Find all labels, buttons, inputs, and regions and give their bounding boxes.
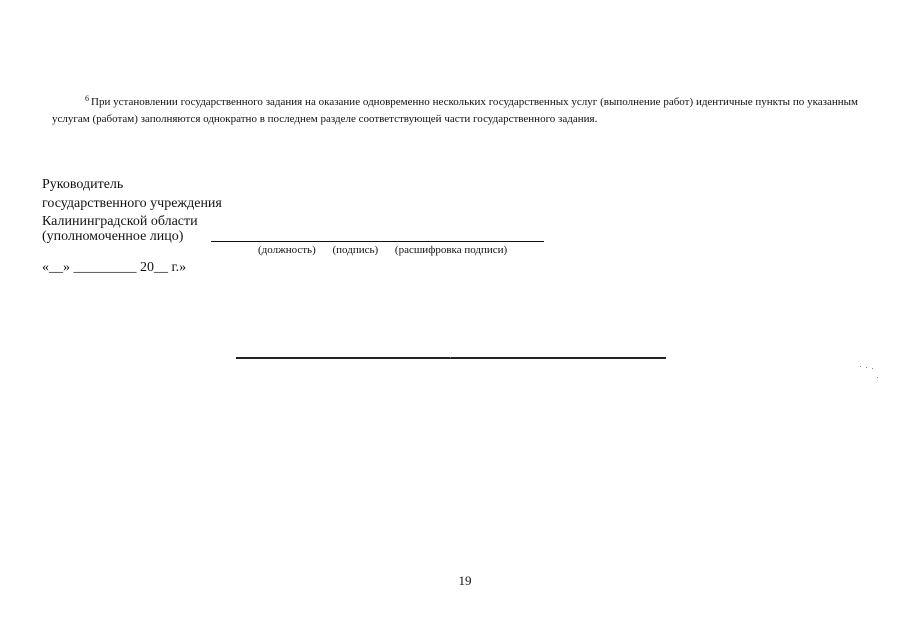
footnote-text: При установлении государственного задания на оказание одновременно нескольких государственных услуг (выполнение работ) идентичные пункты по указанным услугам (работам) заполняются однократно в последнем разделе соответствующей части государственного задания. (52, 96, 858, 125)
end-separator-line (236, 357, 666, 359)
signature-captions (258, 243, 507, 257)
signer-title-line-4: (уполномоченное лицо) (42, 229, 184, 244)
scan-speck (866, 367, 867, 368)
scan-speck (860, 366, 861, 367)
caption-name-transcript: (расшифровка подписи) (394, 244, 508, 256)
footnote-marker: 6 (85, 94, 89, 103)
signature-underline (211, 241, 544, 242)
signer-title-line-1: Руководитель (42, 177, 124, 192)
page-number: 19 (458, 573, 472, 588)
footnote-6 (52, 94, 858, 128)
scan-speck (877, 377, 878, 378)
caption-signature: (подпись) (332, 244, 379, 256)
signer-title-line-2: государственного учреждения (42, 196, 222, 211)
scan-speck (450, 357, 451, 358)
signer-title-line-3: Калининградской области (42, 214, 198, 229)
caption-position: (должность) (258, 244, 316, 256)
scan-speck (872, 368, 873, 369)
date-line: «__» _________ 20__ г.» (42, 260, 187, 275)
